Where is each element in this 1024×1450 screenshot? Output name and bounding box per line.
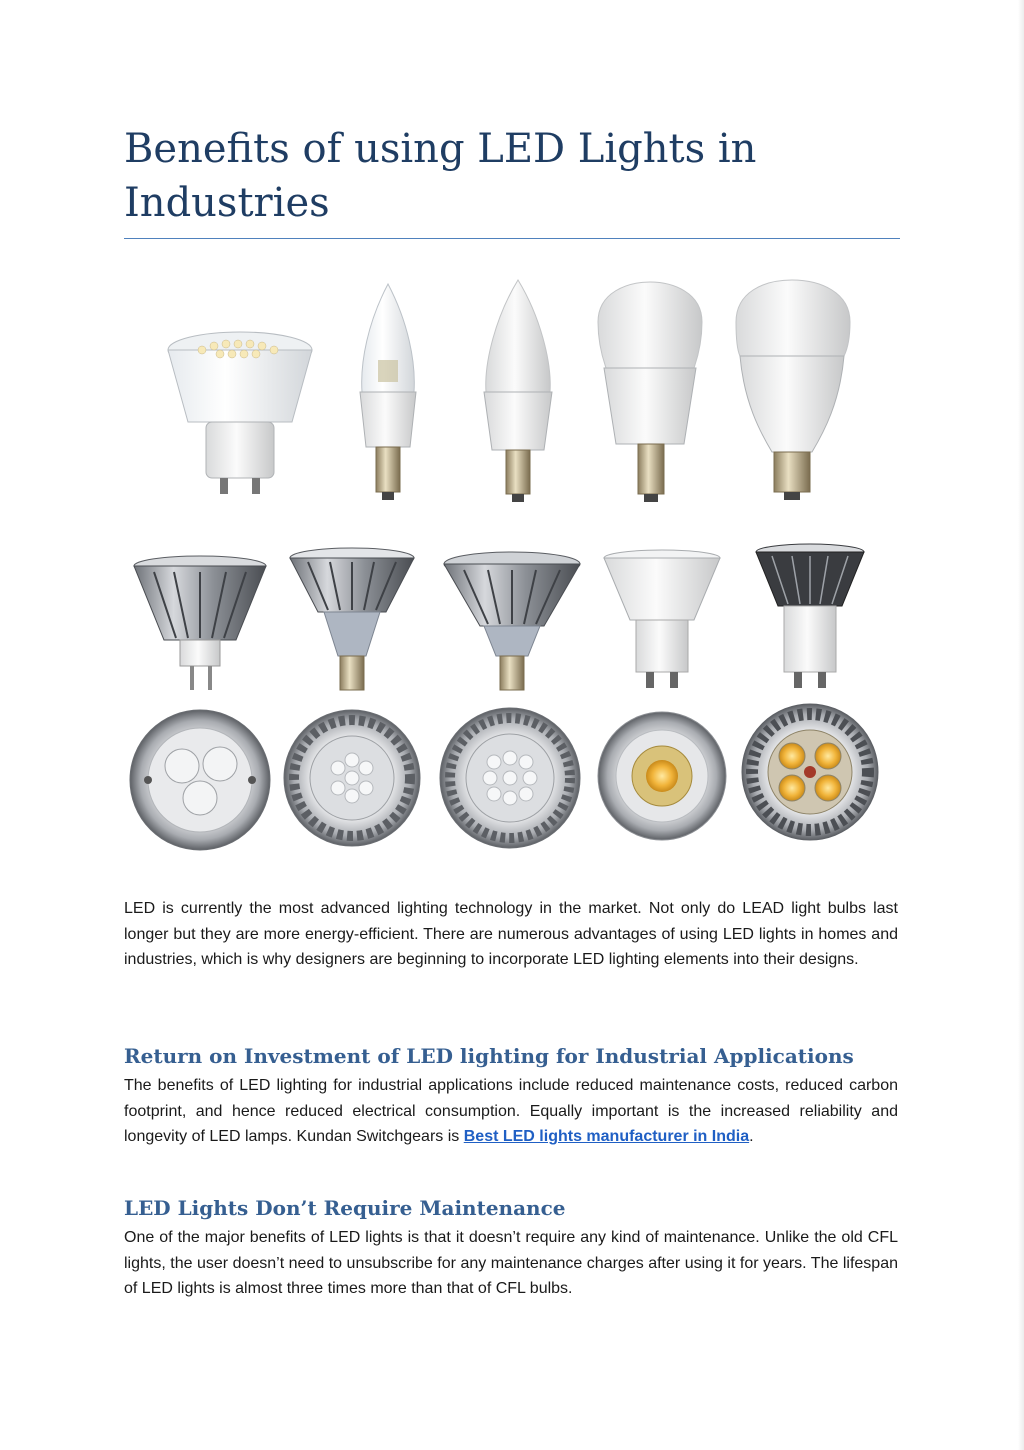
frosted-candle-bulb-icon bbox=[484, 280, 552, 502]
par30-spotlight-icon bbox=[290, 548, 414, 690]
section-paragraph-maintenance: One of the major benefits of LED lights is that it doesn’t require any kind of maintenance. Unlike the old CFL lights, the user doesn’t need to unsubscribe for any maintenance charges after using it for years. The lifespan of LED lights is almost three times more than that of CFL bulbs. bbox=[124, 1229, 898, 1298]
par38-spotlight-icon bbox=[444, 552, 580, 690]
roi-text: The benefits of LED lighting for industrial applications include reduced maintenance costs, reduced carbon footprint, and hence reduced electrical consumption. Equally important is the increased reliability and longevity of LED lamps. Kundan Switchgears is bbox=[124, 1077, 898, 1146]
four-led-face-icon bbox=[742, 704, 878, 840]
gu10-black-spotlight-icon bbox=[756, 544, 864, 688]
section-heading-maintenance: LED Lights Don’t Require Maintenance bbox=[124, 1196, 566, 1220]
led-bulbs-illustration bbox=[124, 272, 900, 862]
document-title: Benefits of using LED Lights in Industries bbox=[124, 126, 757, 226]
page-edge-shadow bbox=[1018, 0, 1024, 1450]
roi-text-end: . bbox=[749, 1128, 754, 1146]
mr16-spotlight-icon bbox=[134, 556, 266, 690]
nine-led-face-icon bbox=[440, 708, 580, 848]
gu10-white-spotlight-icon bbox=[604, 550, 720, 688]
intro-paragraph: LED is currently the most advanced lighting technology in the market. Not only do LEAD light bulbs last longer but they are more energy-efficient. There are numerous advantages of using LED lights in homes and industries, which is why designers are beginning to incorporate LED lighting elements into their designs. bbox=[124, 900, 898, 969]
mini-globe-bulb-icon bbox=[598, 282, 702, 502]
gu10-smd-bulb-icon bbox=[168, 332, 312, 494]
three-led-face-icon bbox=[130, 710, 270, 850]
manufacturer-link[interactable]: Best LED lights manufacturer in India bbox=[463, 1128, 750, 1146]
section-paragraph-roi bbox=[124, 1073, 898, 1150]
seven-led-face-icon bbox=[284, 710, 420, 846]
cob-led-face-icon bbox=[598, 712, 726, 840]
title-underline bbox=[124, 238, 900, 239]
a-shape-bulb-icon bbox=[736, 280, 850, 500]
clear-candle-bulb-icon bbox=[360, 284, 416, 500]
section-heading-roi: Return on Investment of LED lighting for Industrial Applications bbox=[124, 1044, 854, 1068]
